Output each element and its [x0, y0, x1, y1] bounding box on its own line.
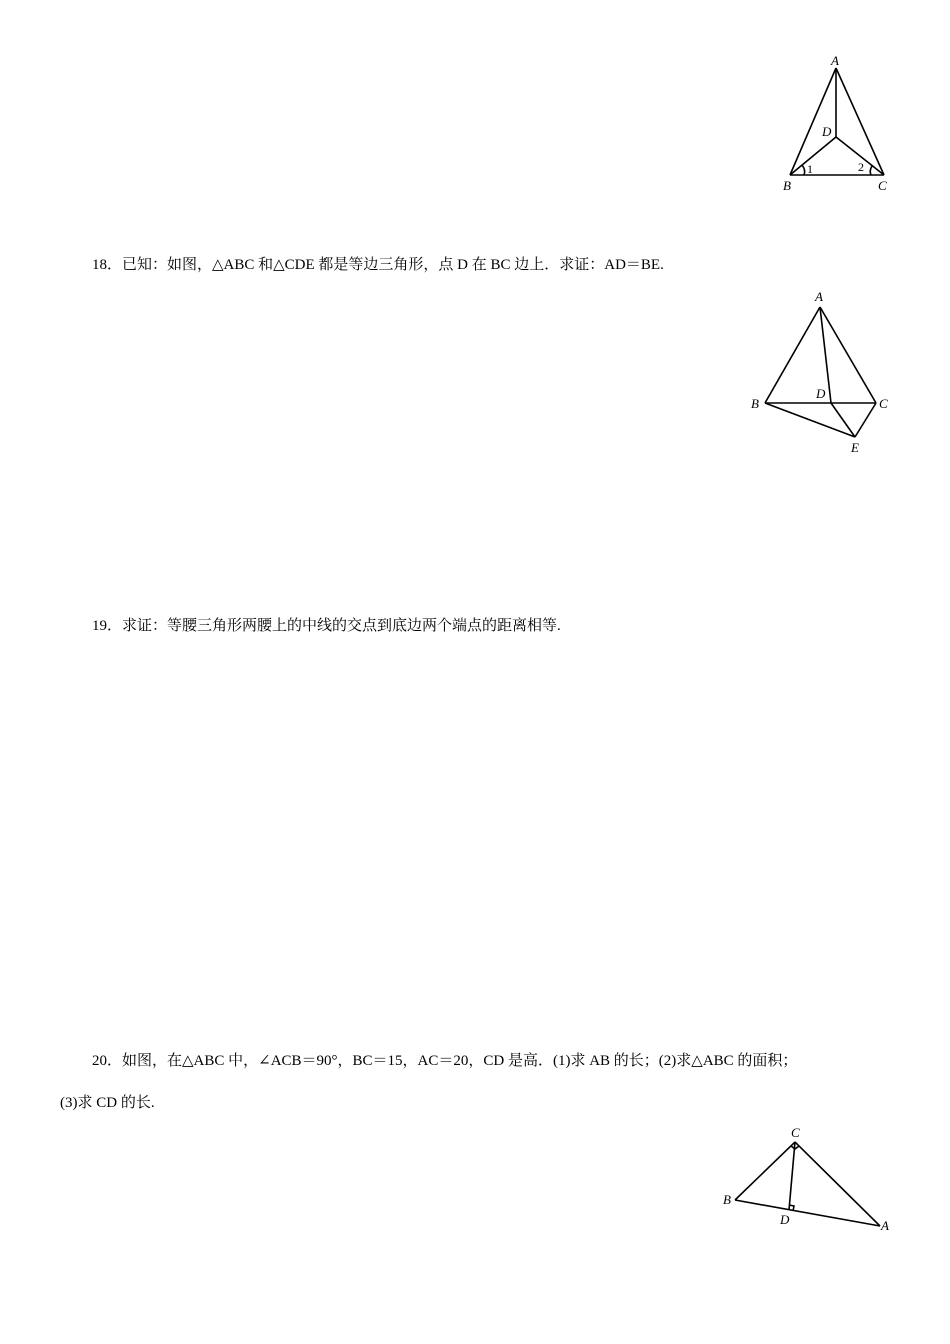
figure-17-triangle	[780, 50, 900, 200]
label-d: D	[816, 386, 826, 401]
angle-1-arc	[802, 165, 805, 175]
segment-ce	[855, 403, 876, 437]
label-b: B	[751, 396, 759, 411]
label-d: D	[780, 1212, 790, 1227]
angle-2-arc	[870, 166, 872, 175]
label-a: A	[881, 1218, 889, 1233]
label-angle-2: 2	[858, 160, 864, 174]
question-19-text: 19．求证：等腰三角形两腰上的中线的交点到底边两个端点的距离相等.	[92, 618, 561, 634]
label-d: D	[822, 124, 832, 139]
label-c: C	[879, 396, 888, 411]
label-b: B	[783, 178, 791, 193]
segment-cd	[789, 1142, 795, 1210]
label-angle-1: 1	[807, 162, 813, 176]
segment-bc	[735, 1142, 795, 1200]
segment-ac	[836, 68, 884, 175]
segment-ab	[790, 68, 836, 175]
figure-18-triangles	[745, 285, 895, 460]
segment-ac	[820, 307, 876, 403]
question-20-line-2: (3)求 CD 的长.	[60, 1095, 155, 1111]
label-b: B	[723, 1192, 731, 1207]
label-c: C	[878, 178, 887, 193]
figure-20-right-triangle	[715, 1122, 900, 1237]
segment-bd	[790, 137, 836, 175]
segment-ab	[765, 307, 820, 403]
segment-be	[765, 403, 855, 437]
question-18-text: 18．已知：如图，△ABC 和△CDE 都是等边三角形，点 D 在 BC 边上．求证：AD＝BE.	[92, 257, 664, 273]
label-c: C	[791, 1125, 800, 1140]
label-e: E	[851, 440, 859, 455]
question-20-line-1: 20．如图，在△ABC 中，∠ACB＝90°，BC＝15，AC＝20，CD 是高．(1)求 AB 的长；(2)求△ABC 的面积；	[92, 1053, 798, 1069]
label-a: A	[815, 289, 823, 304]
label-a: A	[831, 53, 839, 68]
